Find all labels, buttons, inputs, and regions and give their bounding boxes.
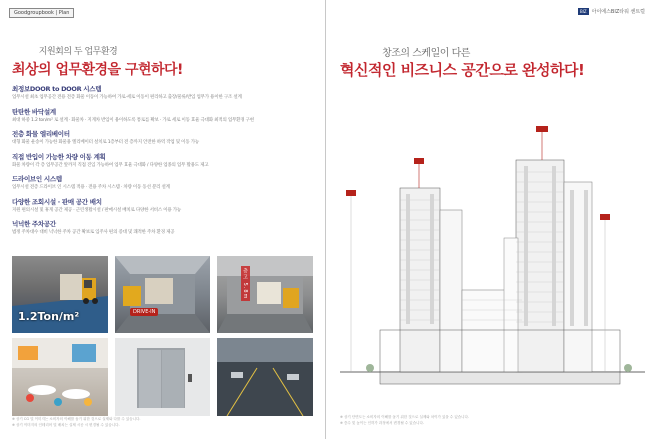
feature-item (12, 197, 312, 215)
section-tag: Goodgroupbook | Plan (9, 8, 74, 18)
footnote: ※ 상기 CG 및 이미지는 소비자의 이해를 돕기 위한 것으로 실제와 다를 수 있습니다. (12, 417, 141, 421)
left-page (0, 0, 326, 439)
footnote: ※ 층수 및 높이는 인허가 과정에서 변경될 수 있습니다. (340, 420, 424, 425)
cargo-room-photo (115, 256, 210, 333)
right-footnotes (340, 415, 469, 426)
ceiling-height-label: 층고 5.8m (242, 268, 248, 300)
drive-in-tag: DRIVE-IN (130, 308, 158, 316)
feature-heading: 다양한 조회시설 · 판매 공간 배치 (12, 197, 102, 206)
feature-text: 업무시설 최초 업무공간 전용 전층 화물 이동이 가능하여 가로·세로 이동이 편리하고 출장/물류/반입 업무가 용이한 구조 설계 (12, 95, 242, 100)
freight-corridor-illustration (217, 256, 313, 333)
feature-item (12, 129, 312, 147)
cargo-room-illustration (115, 256, 210, 333)
load-capacity-label: 1.2Ton/m² (18, 310, 80, 323)
feature-item (12, 84, 312, 102)
right-subtitle: 창조의 스케일이 다른 (382, 48, 470, 59)
feature-item (12, 152, 312, 170)
feature-item (12, 219, 312, 237)
feature-heading: 전층 화물 엘리베이터 (12, 130, 70, 139)
lounge-illustration (12, 338, 108, 416)
building-section-drawing (340, 110, 645, 400)
elevator-illustration (115, 338, 210, 416)
footnote: ※ 상기 단면도는 소비자의 이해를 돕기 위한 것으로 실제와 차이가 있을 수 있습니다. (340, 415, 469, 419)
lounge-photo (12, 338, 108, 416)
footnote: ※ 상기 이미지의 인테리어 및 배치는 실제 시공 시 변경될 수 있습니다. (12, 422, 120, 427)
photo-grid (12, 256, 316, 416)
feature-text: 업무시설 전층 드라이브 인 시스템 적용 · 전용 주차 시스템 · 차량 이동 동선 분리 설계 (12, 185, 170, 191)
feature-text: 지원 편의시설 및 휴게 공간 제공 · 근린생활시설 / 판매시설 배치로 다양한 서비스 이용 가능 (12, 207, 182, 213)
feature-text: 법정 주차대수 대비 넉넉한 주차 공간 확보로 입주사 편의 증대 및 쾌적한 주차 환경 제공 (12, 230, 175, 236)
freight-elevator-photo (115, 338, 210, 416)
feature-text: 대형 화물 운송이 가능한 화물용 엘리베이터 설치로 1층부터 전 층까지 안전한 하역 작업 및 이동 가능 (12, 140, 199, 146)
parking-photo (217, 338, 313, 416)
feature-text: 최대 하중 1.2 ton/m² 로 설계 · 화물차 · 지게차 반입이 용이하도록 통로를 확보 · 가로 세로 이동 효율 극대화 최적의 업무환경 구현 (12, 117, 254, 123)
left-footnotes (12, 417, 140, 428)
feature-heading: 최정보DOOR to DOOR 시스템 (12, 85, 102, 93)
brand-name: 아이에스BIZ타워 센트럴 (591, 9, 645, 15)
feature-text: 화물 차량이 각 층 업무공간 앞까지 직접 진입 가능하여 업무 효율 극대화 / 다양한 업종의 업무 활용도 제고 (12, 162, 209, 168)
feature-item (12, 107, 312, 125)
left-subtitle: 지원회의 두 업무환경 (38, 47, 118, 57)
left-title: 최상의 업무환경을 구현하다! (12, 62, 183, 78)
feature-heading: 드라이브인 시스템 (12, 175, 62, 184)
brand-badge: BIZ (579, 9, 587, 14)
right-title: 혁신적인 비즈니스 공간으로 완성하다! (340, 61, 585, 79)
feature-item (12, 174, 312, 192)
feature-heading: 직접 반입이 가능한 차량 이동 계획 (12, 152, 106, 161)
feature-heading: 넉넉한 주차공간 (12, 220, 56, 229)
right-page (326, 0, 655, 439)
parking-illustration (217, 338, 313, 416)
feature-heading: 탄탄한 바닥설계 (12, 107, 56, 116)
freight-corridor-photo (217, 256, 313, 333)
brand-mark (578, 8, 645, 15)
feature-list (12, 84, 312, 242)
loading-dock-photo (12, 256, 108, 333)
